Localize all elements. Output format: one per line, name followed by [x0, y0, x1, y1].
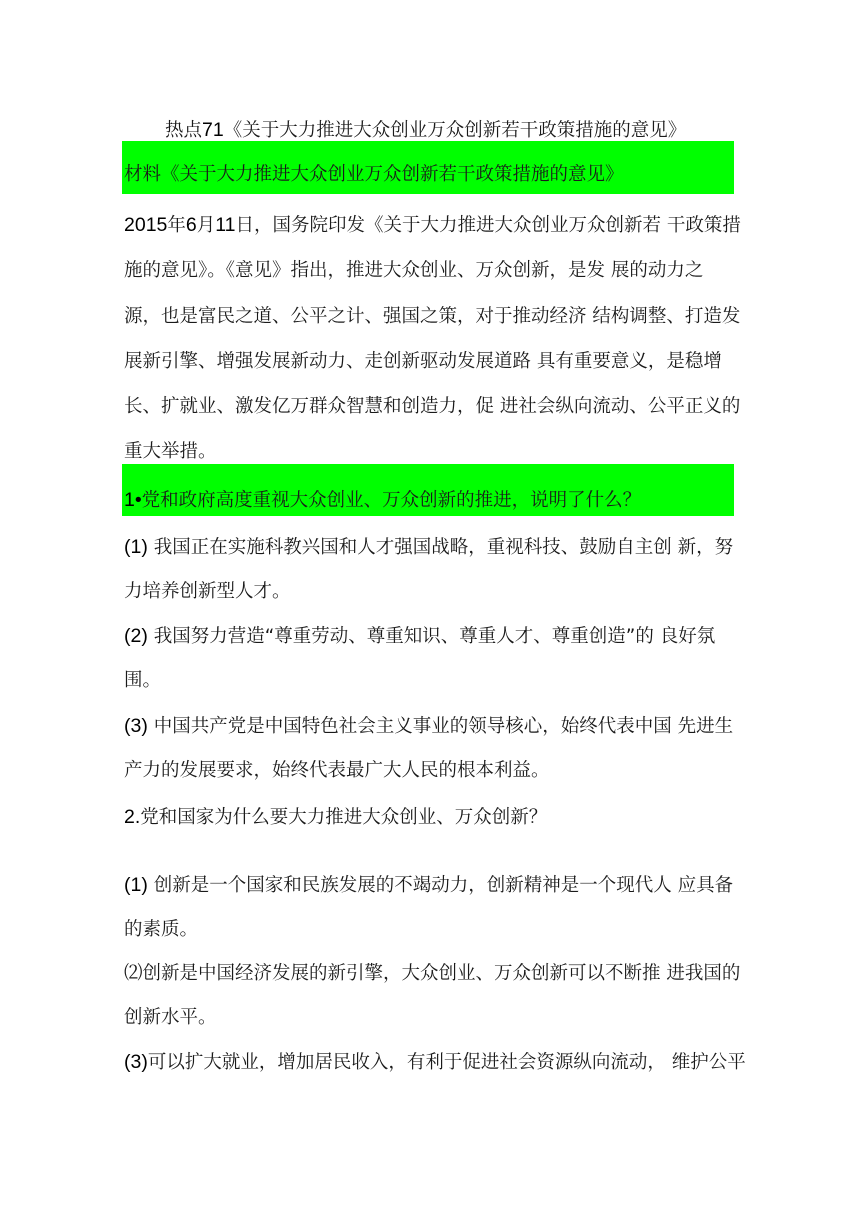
- q2-answer-3-marker: (3): [124, 1051, 148, 1073]
- day-number: 11: [215, 214, 236, 236]
- question-1-text: 党和政府高度重视大众创业、万众创新的推进，说明了什么？: [141, 490, 642, 511]
- material-line-5: 长、扩就业、激发亿万群众智慧和创造力，促 进社会纵向流动、公平正义的: [124, 396, 741, 417]
- title-text: 《关于大力推进大众创业万众创新若干政策措施的意见》: [223, 120, 687, 141]
- q1-answer-2-marker: (2): [124, 625, 148, 647]
- material-line-4: 展新引擎、增强发展新动力、走创新驱动发展道路 具有重要意义，是稳增: [124, 351, 722, 372]
- material-heading-highlight: [122, 141, 734, 194]
- q1-answer-3-line-1: [124, 714, 736, 739]
- q2-answer-1-text: 创新是一个国家和民族发展的不竭动力，创新精神是一个现代人 应具备: [147, 875, 734, 896]
- q2-answer-1-marker: (1): [124, 874, 148, 896]
- question-2-text: 党和国家为什么要大力推进大众创业、万众创新？: [140, 807, 548, 828]
- question-2-heading: [124, 805, 736, 830]
- material-line-1-text: 日，国务院印发《关于大力推进大众创业万众创新若 干政策措: [235, 215, 741, 236]
- q1-answer-3-text: 中国共产党是中国特色社会主义事业的领导核心，始终代表中国 先进生: [147, 716, 734, 737]
- material-line-1: [124, 213, 741, 238]
- material-line-3: 源，也是富民之道、公平之计、强国之策，对于推动经济 结构调整、打造发: [124, 306, 741, 327]
- q2-answer-2-line-1: [124, 962, 741, 986]
- q1-answer-1-line-2: 力培养创新型人才。: [124, 581, 291, 602]
- question-1-number: 1•: [124, 489, 142, 511]
- title-number: 71: [202, 119, 224, 141]
- year-unit: 年: [167, 215, 186, 236]
- title-prefix: 热点: [165, 120, 203, 141]
- question-2-number: 2.: [124, 806, 141, 828]
- q1-answer-3-marker: (3): [124, 715, 148, 737]
- q2-answer-2-marker: ⑵: [124, 963, 143, 984]
- q1-answer-3-line-2: 产力的发展要求，始终代表最广大人民的根本利益。: [124, 760, 550, 781]
- material-line-2: 施的意见》。《意见》指出，推进大众创业、万众创新，是发 展的动力之: [124, 260, 704, 281]
- q1-answer-2-line-2: 围。: [124, 670, 162, 691]
- month-unit: 月: [196, 215, 216, 236]
- q2-answer-2-text: 创新是中国经济发展的新引擎，大众创业、万众创新可以不断推 进我国的: [142, 963, 741, 984]
- question-1-highlight: [122, 464, 734, 516]
- question-1-heading: [124, 488, 641, 513]
- year-number: 2015: [124, 214, 168, 236]
- q1-answer-1-text: 我国正在实施科教兴国和人才强国战略，重视科技、鼓励自主创 新，努: [147, 537, 734, 558]
- q2-answer-3-line-1: [124, 1050, 746, 1075]
- q1-answer-2-line-1: [124, 624, 736, 649]
- material-heading: 材料《关于大力推进大众创业万众创新若干政策措施的意见》: [124, 164, 624, 185]
- material-line-6: 重大举措。: [124, 441, 217, 462]
- q1-answer-2-text: 我国努力营造“尊重劳动、尊重知识、尊重人才、尊重创造”的 良好氛: [147, 626, 716, 647]
- document-title: [165, 118, 777, 143]
- q2-answer-1-line-2: 的素质。: [124, 919, 199, 940]
- month-number: 6: [185, 214, 197, 236]
- q1-answer-1-line-1: [124, 535, 736, 560]
- q1-answer-1-marker: (1): [124, 536, 148, 558]
- q2-answer-3-text: 可以扩大就业，增加居民收入，有利于促进社会资源纵向流动， 维护公平: [147, 1052, 746, 1073]
- q2-answer-2-line-2: 创新水平。: [124, 1007, 217, 1028]
- q2-answer-1-line-1: [124, 873, 736, 898]
